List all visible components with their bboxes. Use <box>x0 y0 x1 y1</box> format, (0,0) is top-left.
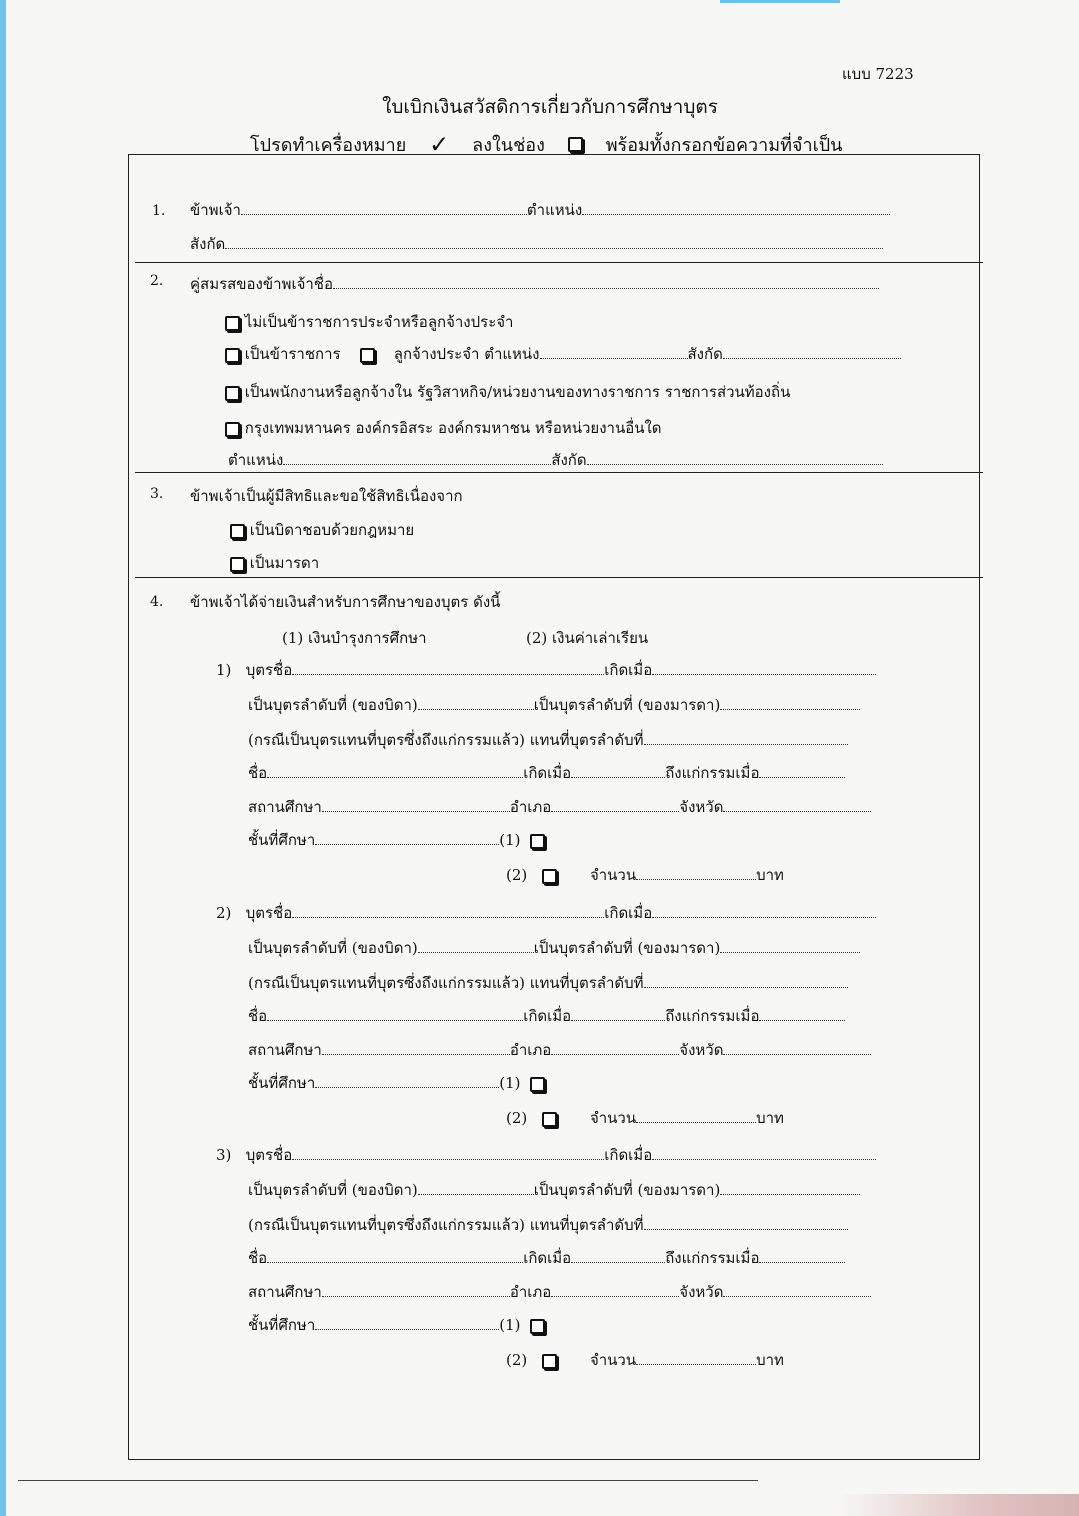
option-label: กรุงเทพมหานคร องค์กรอิสระ องค์กรมหาชน หรือหน่วยงานอื่นใด <box>244 419 662 437</box>
paper-edge <box>0 0 6 1516</box>
position-field[interactable] <box>540 344 688 359</box>
section-number: 1. <box>152 203 166 219</box>
affiliation-field[interactable] <box>587 450 883 465</box>
child-name-label: บุตรชื่อ <box>245 1146 293 1164</box>
order-father-label: เป็นบุตรลำดับที่ (ของบิดา) <box>248 939 418 957</box>
checkbox-option-1[interactable] <box>530 1319 545 1334</box>
instruction-part2: ลงในช่อง <box>472 135 545 156</box>
currency-label: บาท <box>756 1351 784 1369</box>
amount-field[interactable] <box>636 1108 756 1123</box>
child-index: 2) <box>216 904 232 922</box>
checkbox-mother[interactable] <box>230 557 245 572</box>
amount-label: จำนวน <box>589 1109 637 1127</box>
order-father-field[interactable] <box>418 695 534 710</box>
position-field[interactable] <box>283 450 551 465</box>
district-field[interactable] <box>551 1040 679 1055</box>
substitute-field[interactable] <box>644 730 848 745</box>
option-label: เป็นข้าราชการ <box>244 345 341 363</box>
grade-field[interactable] <box>315 830 499 845</box>
substitute-label: (กรณีเป็นบุตรแทนที่บุตรซึ่งถึงแก่กรรมแล้ว) แทนที่บุตรลำดับที่ <box>248 731 644 749</box>
district-field[interactable] <box>551 1282 679 1297</box>
deceased-name-label: ชื่อ <box>248 1007 268 1025</box>
died-label: ถึงแก่กรรมเมื่อ <box>665 764 760 782</box>
section-number: 3. <box>150 486 164 502</box>
affiliation-label: สังกัด <box>551 451 587 469</box>
died-label: ถึงแก่กรรมเมื่อ <box>665 1007 760 1025</box>
grade-label: ชั้นที่ศึกษา <box>248 1074 316 1092</box>
order-mother-label: เป็นบุตรลำดับที่ (ของมารดา) <box>533 1181 721 1199</box>
checkbox-bangkok[interactable] <box>225 422 240 437</box>
substitute-label: (กรณีเป็นบุตรแทนที่บุตรซึ่งถึงแก่กรรมแล้ว) แทนที่บุตรลำดับที่ <box>248 974 644 992</box>
affiliation-label: สังกัด <box>687 345 723 363</box>
deceased-name-field[interactable] <box>267 763 523 778</box>
option-label: เป็นมารดา <box>249 554 320 572</box>
section-divider <box>135 472 983 473</box>
checkbox-civil-servant[interactable] <box>225 348 240 363</box>
option-label: ลูกจ้างประจำ <box>393 345 480 363</box>
province-label: จังหวัด <box>679 1283 724 1301</box>
option-2-label: (2) <box>506 866 528 884</box>
grade-field[interactable] <box>315 1073 499 1088</box>
province-label: จังหวัด <box>679 1041 724 1059</box>
born-field[interactable] <box>652 660 876 675</box>
currency-label: บาท <box>756 866 784 884</box>
name-label: ข้าพเจ้า <box>190 201 241 219</box>
school-field[interactable] <box>322 1040 510 1055</box>
option-1-label: (1) <box>499 1316 521 1334</box>
option-label: เป็นพนักงานหรือลูกจ้างใน รัฐวิสาหกิจ/หน่วยงานของทางราชการ ราชการส่วนท้องถิ่น <box>244 383 791 401</box>
affiliation-label: สังกัด <box>190 235 226 253</box>
school-label: สถานศึกษา <box>248 798 322 816</box>
form-code: แบบ 7223 <box>842 65 914 83</box>
born-label: เกิดเมื่อ <box>604 1146 653 1164</box>
checkbox-permanent-staff[interactable] <box>360 348 375 363</box>
form-title: ใบเบิกเงินสวัสดิการเกี่ยวกับการศึกษาบุตร <box>382 96 718 118</box>
amount-field[interactable] <box>636 865 756 880</box>
child-name-field[interactable] <box>292 660 604 675</box>
province-field[interactable] <box>723 1040 871 1055</box>
died-field[interactable] <box>759 1006 845 1021</box>
instruction-part1: โปรดทำเครื่องหมาย <box>250 135 407 156</box>
district-field[interactable] <box>551 797 679 812</box>
school-label: สถานศึกษา <box>248 1283 322 1301</box>
checkbox-not-civil[interactable] <box>225 316 240 331</box>
fee-type-2: (2) เงินค่าเล่าเรียน <box>526 629 649 647</box>
option-2-label: (2) <box>506 1351 528 1369</box>
spouse-label: คู่สมรสของข้าพเจ้าชื่อ <box>190 275 333 293</box>
deceased-name-label: ชื่อ <box>248 1249 268 1267</box>
option-1-label: (1) <box>499 1074 521 1092</box>
option-label: ไม่เป็นข้าราชการประจำหรือลูกจ้างประจำ <box>244 313 514 331</box>
paper-stain <box>839 1494 1079 1516</box>
died-label: ถึงแก่กรรมเมื่อ <box>665 1249 760 1267</box>
position-label: ตำแหน่ง <box>484 345 540 363</box>
spouse-name-field[interactable] <box>333 274 879 289</box>
child-index: 1) <box>216 661 232 679</box>
check-mark-icon: ✓ <box>429 130 450 159</box>
order-mother-label: เป็นบุตรลำดับที่ (ของมารดา) <box>533 939 721 957</box>
order-mother-label: เป็นบุตรลำดับที่ (ของมารดา) <box>533 696 721 714</box>
child-name-label: บุตรชื่อ <box>245 661 293 679</box>
born-field[interactable] <box>652 1145 876 1160</box>
born-field[interactable] <box>571 763 665 778</box>
order-mother-field[interactable] <box>720 695 860 710</box>
child-name-field[interactable] <box>292 903 604 918</box>
amount-field[interactable] <box>636 1350 756 1365</box>
child-name-field[interactable] <box>292 1145 604 1160</box>
option-1-label: (1) <box>499 831 521 849</box>
order-mother-field[interactable] <box>720 1180 860 1195</box>
province-field[interactable] <box>723 797 871 812</box>
school-label: สถานศึกษา <box>248 1041 322 1059</box>
checkbox-state-enterprise[interactable] <box>225 386 240 401</box>
checkbox-option-1[interactable] <box>530 834 545 849</box>
born-label: เกิดเมื่อ <box>604 661 653 679</box>
born-label: เกิดเมื่อ <box>523 1007 572 1025</box>
order-father-label: เป็นบุตรลำดับที่ (ของบิดา) <box>248 696 418 714</box>
paper-strip <box>720 0 840 3</box>
district-label: อำเภอ <box>509 1041 552 1059</box>
amount-label: จำนวน <box>589 866 637 884</box>
order-father-field[interactable] <box>418 1180 534 1195</box>
order-father-field[interactable] <box>418 938 534 953</box>
affiliation-field[interactable] <box>723 344 901 359</box>
district-label: อำเภอ <box>509 1283 552 1301</box>
instruction-part3: พร้อมทั้งกรอกข้อความที่จำเป็น <box>605 135 843 156</box>
checkbox-option-2[interactable] <box>542 1354 557 1369</box>
page-bottom-line <box>18 1480 758 1481</box>
grade-field[interactable] <box>315 1315 499 1330</box>
school-field[interactable] <box>322 797 510 812</box>
position-label: ตำแหน่ง <box>228 451 284 469</box>
checkbox-option-1[interactable] <box>530 1077 545 1092</box>
school-field[interactable] <box>322 1282 510 1297</box>
grade-label: ชั้นที่ศึกษา <box>248 1316 316 1334</box>
section-number: 4. <box>150 594 164 610</box>
born-label: เกิดเมื่อ <box>604 904 653 922</box>
child-name-label: บุตรชื่อ <box>245 904 293 922</box>
entitlement-statement: ข้าพเจ้าเป็นผู้มีสิทธิและขอใช้สิทธิเนื่องจาก <box>190 487 463 505</box>
substitute-field[interactable] <box>644 973 848 988</box>
order-father-label: เป็นบุตรลำดับที่ (ของบิดา) <box>248 1181 418 1199</box>
option-label: เป็นบิดาชอบด้วยกฎหมาย <box>249 521 415 539</box>
affiliation-field[interactable] <box>225 234 883 249</box>
checkbox-father[interactable] <box>230 524 245 539</box>
province-field[interactable] <box>723 1282 871 1297</box>
born-field[interactable] <box>652 903 876 918</box>
checkbox-option-2[interactable] <box>542 1112 557 1127</box>
amount-label: จำนวน <box>589 1351 637 1369</box>
section-divider <box>135 577 983 578</box>
district-label: อำเภอ <box>509 798 552 816</box>
fee-type-1: (1) เงินบำรุงการศึกษา <box>282 629 427 647</box>
option-2-label: (2) <box>506 1109 528 1127</box>
born-field[interactable] <box>571 1006 665 1021</box>
died-field[interactable] <box>759 763 845 778</box>
born-label: เกิดเมื่อ <box>523 1249 572 1267</box>
checkbox-option-2[interactable] <box>542 869 557 884</box>
born-label: เกิดเมื่อ <box>523 764 572 782</box>
name-field[interactable] <box>241 200 527 215</box>
grade-label: ชั้นที่ศึกษา <box>248 831 316 849</box>
child-index: 3) <box>216 1146 232 1164</box>
position-field[interactable] <box>582 200 890 215</box>
died-field[interactable] <box>759 1248 845 1263</box>
section-number: 2. <box>150 273 164 289</box>
payment-statement: ข้าพเจ้าได้จ่ายเงินสำหรับการศึกษาของบุตร ดังนี้ <box>190 593 501 611</box>
checkbox-icon <box>568 137 583 152</box>
position-label: ตำแหน่ง <box>526 201 583 219</box>
province-label: จังหวัด <box>679 798 724 816</box>
currency-label: บาท <box>756 1109 784 1127</box>
section-divider <box>135 262 983 263</box>
substitute-label: (กรณีเป็นบุตรแทนที่บุตรซึ่งถึงแก่กรรมแล้ว) แทนที่บุตรลำดับที่ <box>248 1216 644 1234</box>
deceased-name-field[interactable] <box>267 1248 523 1263</box>
order-mother-field[interactable] <box>720 938 860 953</box>
deceased-name-field[interactable] <box>267 1006 523 1021</box>
substitute-field[interactable] <box>644 1215 848 1230</box>
deceased-name-label: ชื่อ <box>248 764 268 782</box>
born-field[interactable] <box>571 1248 665 1263</box>
